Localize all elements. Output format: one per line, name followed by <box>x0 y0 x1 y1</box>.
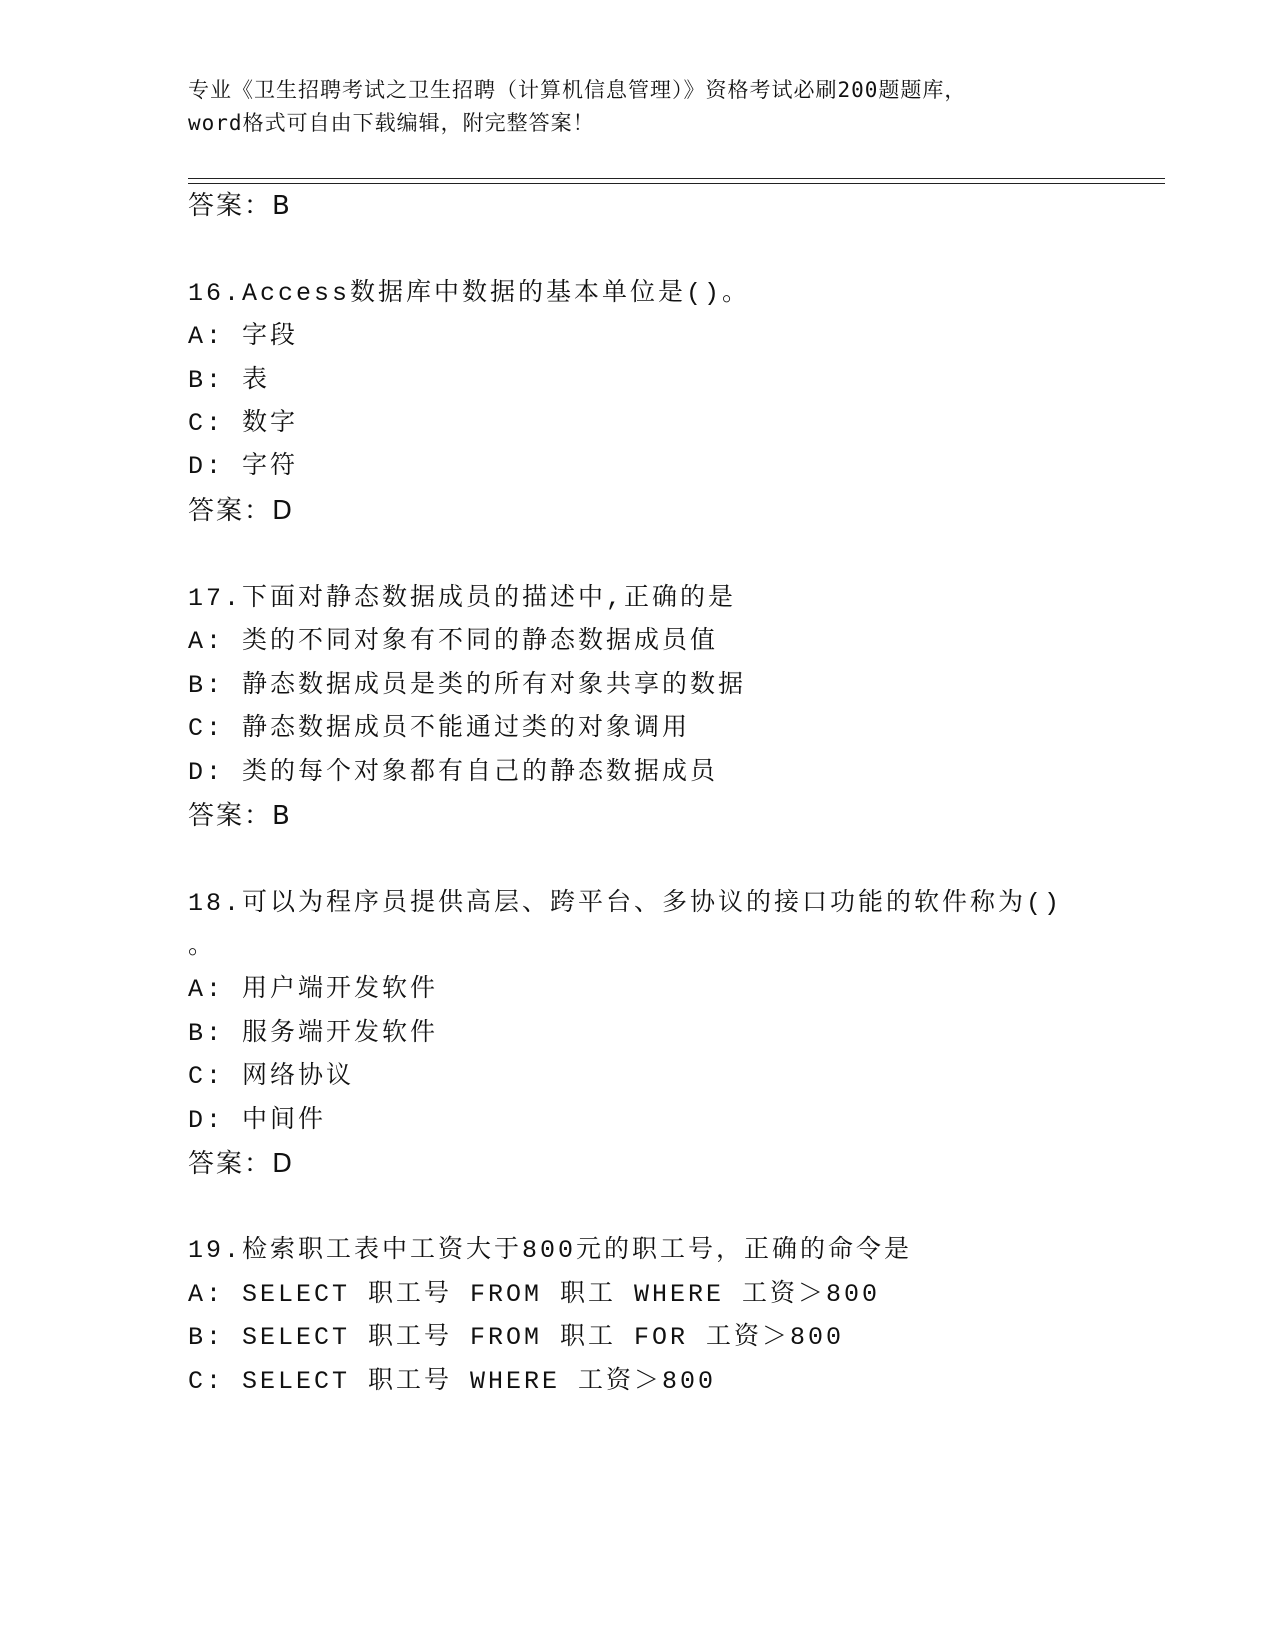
question-16-option-c: C: 数字 <box>188 409 299 438</box>
question-17-option-b: B: 静态数据成员是类的所有对象共享的数据 <box>188 671 747 700</box>
header-line-1: 专业《卫生招聘考试之卫生招聘（计算机信息管理）》资格考试必刷200题题库， <box>188 78 967 102</box>
answer-17: 答案：B <box>188 801 292 831</box>
question-19-stem: 19.检索职工表中工资大于800元的职工号，正确的命令是 <box>188 1236 913 1265</box>
header-divider-top <box>188 178 1165 179</box>
header-divider-bottom <box>188 183 1165 184</box>
question-16-option-b: B: 表 <box>188 366 271 395</box>
question-18-stem-continuation: 。 <box>188 932 217 961</box>
question-17-option-a: A: 类的不同对象有不同的静态数据成员值 <box>188 627 719 656</box>
question-18-option-a: A: 用户端开发软件 <box>188 975 439 1004</box>
question-18-option-b: B: 服务端开发软件 <box>188 1019 439 1048</box>
question-16-option-d: D: 字符 <box>188 452 299 481</box>
question-18-option-d: D: 中间件 <box>188 1106 327 1135</box>
question-18-option-c: C: 网络协议 <box>188 1062 355 1091</box>
answer-16: 答案：D <box>188 496 295 526</box>
question-16-option-a: A: 字段 <box>188 322 299 351</box>
question-16-stem: 16.Access数据库中数据的基本单位是()。 <box>188 279 751 308</box>
header-line-2: word格式可自由下载编辑，附完整答案！ <box>188 111 595 135</box>
question-19-option-b: B: SELECT 职工号 FROM 职工 FOR 工资＞800 <box>188 1323 845 1352</box>
question-17-option-d: D: 类的每个对象都有自己的静态数据成员 <box>188 758 719 787</box>
document-header <box>188 74 1088 140</box>
answer-15: 答案：B <box>188 191 292 221</box>
question-17-option-c: C: 静态数据成员不能通过类的对象调用 <box>188 714 691 743</box>
question-19-option-a: A: SELECT 职工号 FROM 职工 WHERE 工资＞800 <box>188 1280 881 1309</box>
question-19-option-c: C: SELECT 职工号 WHERE 工资＞800 <box>188 1367 717 1396</box>
question-18-stem: 18.可以为程序员提供高层、跨平台、多协议的接口功能的软件称为() <box>188 889 1063 918</box>
answer-18: 答案：D <box>188 1149 295 1179</box>
question-17-stem: 17.下面对静态数据成员的描述中,正确的是 <box>188 584 737 613</box>
